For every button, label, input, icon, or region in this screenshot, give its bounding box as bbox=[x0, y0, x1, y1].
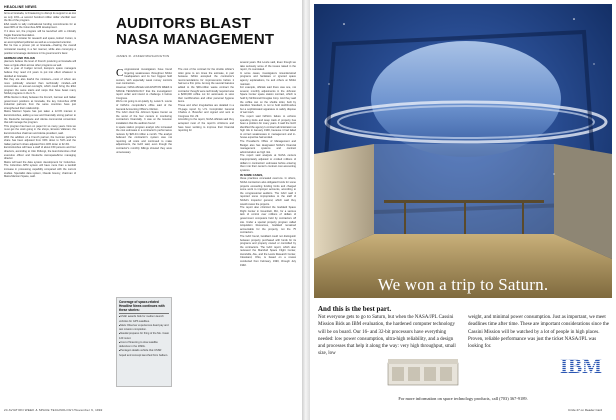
paragraph: ferns at Granada, is threatening to disrupt its support to as low as only 10%—a second hundred million dollar shortfall over the life of the program. bbox=[4, 12, 76, 23]
paragraph: In some cases, investigators misunderstood programs and hardware or ignored space agency explanations, he and others at NASA maintain. bbox=[240, 71, 296, 86]
paragraph: The report also criticized the Goddard Space Flight Center in Greenbelt, Md., for a serious lack of control over millions of dollars of government computers held by contractors off site. Under a special property program called Acquisition Resources, Goddard remained accountable for the property, not the 75 contractors. bbox=[240, 206, 296, 235]
paragraph: After a year of budget turmoil, Europe's space managers believe they need 2-3 years to put into effect whatever is decided at Granada. bbox=[4, 67, 76, 78]
computer-hardware-image bbox=[386, 355, 460, 389]
paragraph: these practices concealed overruns. In others, NASA contractors also obligated funds for some projects exceeding funding limits and charged some work to improper accounts, according to the congressional auditors. The GAO said it reported some improprieties to the staff of NASA's inspector general, which said they would review the projects. bbox=[240, 177, 296, 206]
paragraph: For example, officials said there was one, not several, monthly adjustments in the Johnson Space Center space station contract, which is held by McDonnell Douglas Corp. And they said the coffee can on the shuttle toilet, built by Hamilton Standard, is not to hold toothbrushes but a sophisticated apparatus to safely dispose of wet trash. bbox=[240, 86, 296, 115]
paragraph: several years. But Lourie said, Even though we take seriously some of the issues raised in the report, it's overstated. bbox=[240, 61, 296, 72]
page-footer: 24 AVIATION WEEK & SPACE TECHNOLOGY/November 9, 1992 bbox=[4, 408, 103, 412]
magazine-article-page bbox=[0, 0, 302, 420]
section-header: HEADLINE NEWS bbox=[4, 5, 76, 11]
paragraph: The President's Office of Management and Budget also has designated NASA's financial management systems and contract administration as high risk. bbox=[240, 140, 296, 154]
list-item: ■ Nasdal prepares for firing of the Mu. Casio 120 motor. bbox=[119, 332, 169, 340]
paragraph bbox=[116, 68, 172, 86]
ad-body-copy-continued: weight, and minimal power consumption. Just as important, we meet deadlines time after time. These are important considerations since the Cassini Mission will be watched by a lot of people in high places. Proven, reliable performance was just the ticket NASA/JPL was looking for. bbox=[468, 315, 609, 350]
paragraph: However, NASA officials told AVIATION WEEK & SPACE TECHNOLOGY that the investigators' report unfair and intend to challenge it before Congress. bbox=[116, 85, 172, 100]
ad-contact-line: For more information on space technology products, call (703) 367-9189. bbox=[398, 396, 528, 401]
saturn-window-photo bbox=[314, 4, 612, 298]
logo-text: IBM bbox=[560, 354, 602, 376]
ad-headline: We won a trip to Saturn. bbox=[377, 275, 549, 294]
article-headline: AUDITORS BLAST NASA MANAGEMENT bbox=[116, 15, 275, 48]
ibm-advertisement-page bbox=[310, 0, 616, 420]
paragraph: We're not going to sit quietly by, Lewis S. Lourie of NASA's comptroller's office said of the General Accounting Office's criticism. bbox=[116, 100, 172, 111]
paragraph: The cost of the contract for the shuttle orbiter's toilet grew to ten times the estimate, in part because NASA accepted the contractor's recommendations for improvements before it had set a firm price. Among the several features added to the $30-million waste contract the contractor thought were technically required was a $200,000 coffee cut for astronauts to stow their toothbrushes and other personal hygiene items. bbox=[178, 68, 234, 104]
list-item: ■ USAF awards bids for medium launch vehicles for GPS satellites. bbox=[119, 315, 169, 323]
reader-card-note: Circle 27 on Reader Card bbox=[568, 408, 603, 412]
ad-body-copy: Not everyone gets to go to Saturn, but when the NASA/JPL Cassini Mission Bids an IBM evaluation, the hardened computer technology will be on board. Our 16- and 32-bit processors have everything needed: low power consumption, ultra-high reliability, and a design and processes that help it along the way: very high throughput, small size, low bbox=[318, 315, 456, 357]
article-column-3 bbox=[240, 61, 296, 267]
paragraph: But they are also fearful the ministers—most of whom are more politically oriented than technically minded—will concentrate on annual oversight, which could bring the ESA program the same starts and stops that have beset many NASA programs in the U.S. bbox=[4, 78, 76, 96]
sidebar-box-title: Coverage of space-related Headline News continues with these stories: bbox=[119, 300, 169, 314]
ibm-logo bbox=[558, 354, 604, 376]
paragraph: While flexion is likely between the French, German and Italian government positions at Granada, the key Columbus APM industrial partners from the same countries have just strengthened their relationship. bbox=[4, 96, 76, 110]
headline-news-column bbox=[4, 5, 76, 179]
article-column-1 bbox=[116, 68, 172, 154]
paragraph: The GAO found, Goddard could not distinguish between property purchased with funds for its programs and property owned or controlled by the contractors. The GAO report, which also reviewed the Marshall Space Flight Center, Hunstville, Ala., and the Lewis Research Center, Cleveland, Ohio, is based on a review conducted from February, 1990, through July 1992. bbox=[240, 234, 296, 267]
paragraph: The French minister for research and space, Hubert Curien, is an accomplished politician as well as a respected scientist. bbox=[4, 37, 76, 44]
ibm-logo-icon bbox=[558, 354, 604, 376]
paragraph: These and other irregularities are detailed in a 76-page report by U.S. Comptroller General Charles A. Bowsher and signed and sent to Congress Oct. 29. bbox=[178, 103, 234, 118]
page-gutter bbox=[302, 0, 310, 420]
paragraph: This program has been on paper for so many years. Now we must get the work going in the shops, Ernesto Vallerani, the EuroColumbus chairman and Alenia president, said. bbox=[4, 124, 76, 135]
list-item: ■ Mars Observer experiences dead pay and test mission completion. bbox=[119, 324, 169, 332]
paragraph: A space station program analyst who increased the cost estimates in a contractor's performance reviews by $26.44 million a month. The analyst believed the contractor's system was not reporting all costs and continued to make adjustments, the GAO said, even though the contractor's monthly billings showed they were unnecessary. bbox=[116, 125, 172, 154]
paragraph-text: ongressional investigators have found lingering weaknesses throughout NASA headquarters and its four biggest field centers, with especially weak money controls over contractors. bbox=[116, 68, 172, 86]
subheading: IN SOME CASES, bbox=[240, 173, 264, 178]
coverage-sidebar-box bbox=[116, 297, 172, 387]
article-byline: JAMES R. ASKER/WASHINGTON bbox=[116, 54, 170, 58]
paragraph: ESA needs to tally multinational funding commitments for at least 90% of the Columbus APM development. bbox=[4, 22, 76, 30]
paragraph: Matra Marconi Space has just taken a 12.6% interest in EuroColumbus, adding a new and financially strong partner to the Deutsche Aerospace and Alenia commercial consortium that will manage the program. bbox=[4, 110, 76, 125]
paragraph: The GAO cited the Johnson Space Center as the worst of the four centers in monitoring contractors financially. It was at the Houston installation that the auditors found: bbox=[116, 111, 172, 125]
paragraph: If it does not, the program will be launched with a critically fragile financial foundation. bbox=[4, 29, 76, 37]
subheading: GERMAN AND ITALIAN bbox=[4, 56, 35, 61]
paragraph: The report said analysts at NASA centers inappropriately adjusted or omitted millions of dollars in contractors' estimates before entering them into their center's contract cost accounting systems. bbox=[240, 154, 296, 172]
paragraph: planners believe the level of French posturing at Granada will have a ripple effect across other programs as well. bbox=[4, 60, 76, 67]
paragraph: But he has a proven job at Granada—chairing the overall ministerial meeting in a fair manner, while also conveying a position to leverage decisions in his government's favor. bbox=[4, 44, 76, 55]
list-item: ■ Pentagon details vehicle that USSR hoped and concept launched from balloon. bbox=[119, 349, 169, 357]
paragraph: With the addition of a French partner, the German partner's share has been adjusted from 60% down to 51% and the Italian partner's share adjusted from 40% down to 32.4%. bbox=[4, 135, 76, 146]
sidebar-story-list bbox=[119, 315, 169, 358]
article-column-2 bbox=[178, 68, 234, 133]
paragraph: Matra will lead the data system development for Columbus. The Columbus APM system will have more than a twofold increase in processing capability compared with the current studies. Specialist data system, Claude Goumy, chairman of Matra Marconi Space, said. bbox=[4, 160, 76, 179]
paragraph: The report said NASA's failure to enforce spending limits and keep track of property has been a problem for many years. It said the GAO identified the agency's contract administration as high risk in January 1990, because it had failed to correct weaknesses in management and in-house expertise had eroded. bbox=[240, 114, 296, 140]
list-item: ■ Cost of financing to slow satellite deliveries in the 1990s. bbox=[119, 341, 169, 349]
drop-cap: C bbox=[116, 66, 124, 79]
paragraph: EuroColumbus will have a staff of about 150 persons and four directors, according to Udo Pollvogt, the EuroColumbus chief executive officer and Deutsche Aerospace/Erno managing director. bbox=[4, 146, 76, 161]
paragraph: According to the report, NASA officials said they accepted most of the report's criticisms and have been working to improve their financial reporting for bbox=[178, 118, 234, 133]
ad-copy-heading: And this is the best part. bbox=[318, 305, 392, 313]
saturn-scene-illustration bbox=[314, 4, 612, 298]
